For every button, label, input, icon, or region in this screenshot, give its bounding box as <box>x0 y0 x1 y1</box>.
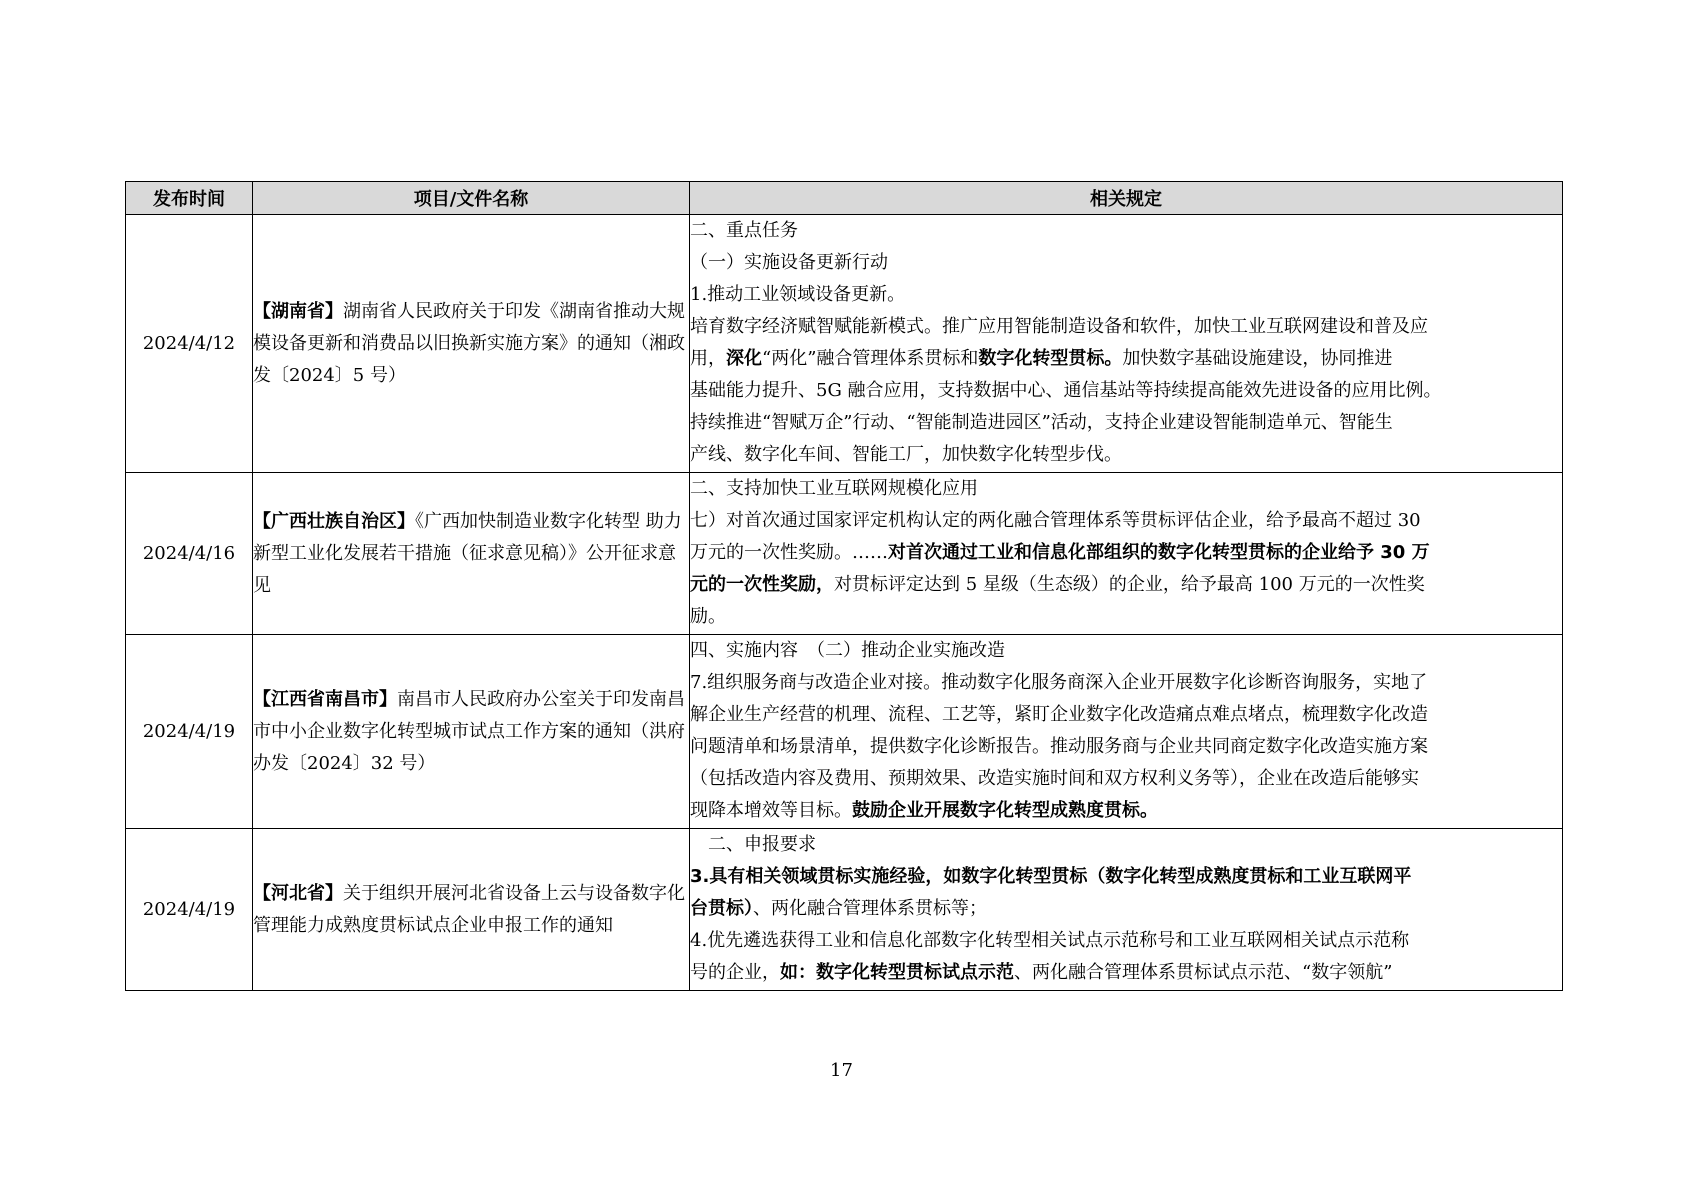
rule-text-bold: 对首次通过工业和信息化部组织的数字化转型贯标的企业给予 30 万 <box>888 542 1430 563</box>
row-rules <box>690 829 1563 991</box>
rule-text: 解企业生产经营的机理、流程、工艺等，紧盯企业数字化改造痛点难点堵点，梳理数字化改造 <box>690 704 1428 725</box>
rule-text: 二、申报要求 <box>708 834 816 855</box>
row-region: 【江西省南昌市】 <box>253 688 397 710</box>
rule-text-bold: 数字化转型贯标。 <box>978 348 1123 369</box>
rule-text: 万元的一次性奖励。…… <box>690 542 888 563</box>
rule-text-bold: 鼓励企业开展数字化转型成熟度贯标。 <box>852 800 1158 821</box>
rule-line <box>690 957 1562 989</box>
row-name <box>253 635 690 829</box>
rule-line <box>690 343 1562 375</box>
rule-line <box>690 667 1562 699</box>
row-name <box>253 473 690 635</box>
table-row <box>126 215 1563 473</box>
rule-line <box>690 311 1562 343</box>
table-row <box>126 473 1563 635</box>
rule-text: （一）实施设备更新行动 <box>690 252 888 273</box>
rule-line <box>690 215 1562 247</box>
row-rules <box>690 473 1563 635</box>
row-date: 2024/4/19 <box>126 635 253 829</box>
rule-text: 、两化融合管理体系贯标试点示范、“数字领航” <box>1014 962 1393 983</box>
header-rules: 相关规定 <box>690 182 1563 215</box>
rule-text-bold: 元的一次性奖励， <box>690 574 834 595</box>
rule-line <box>690 763 1562 795</box>
rule-text: 基础能力提升、5G 融合应用，支持数据中心、通信基站等持续提高能效先进设备的应用比例。 <box>690 380 1442 401</box>
rule-text: 号的企业， <box>690 962 780 983</box>
row-title: 湖南省人民政府关于印发《湖南省推动大规模设备更新和消费品以旧换新实施方案》的通知（湘政发〔2024〕5 号） <box>253 300 685 386</box>
rule-line <box>690 247 1562 279</box>
rule-text-bold: 如：数字化转型贯标试点示范 <box>780 962 1014 983</box>
rule-line <box>690 375 1562 407</box>
row-region: 【广西壮族自治区】 <box>253 510 415 532</box>
row-title: 关于组织开展河北省设备上云与设备数字化管理能力成熟度贯标试点企业申报工作的通知 <box>253 882 685 936</box>
rule-line <box>690 795 1562 827</box>
row-date: 2024/4/19 <box>126 829 253 991</box>
row-region: 【河北省】 <box>253 882 343 904</box>
row-date: 2024/4/12 <box>126 215 253 473</box>
row-name <box>253 829 690 991</box>
rule-text: 励。 <box>690 606 726 627</box>
rule-text: 产线、数字化车间、智能工厂，加快数字化转型步伐。 <box>690 444 1122 465</box>
row-rules <box>690 635 1563 829</box>
rule-text-bold: 台贯标） <box>690 898 753 919</box>
table-header-row <box>126 182 1563 215</box>
rule-line <box>690 861 1562 893</box>
row-region: 【湖南省】 <box>253 300 343 322</box>
rule-text-bold: 3.具有相关领域贯标实施经验，如数字化转型贯标（数字化转型成熟度贯标和工业互联网平 <box>690 866 1412 887</box>
row-title: 《广西加快制造业数字化转型 助力新型工业化发展若干措施（征求意见稿）》公开征求意见 <box>253 510 682 596</box>
rule-text: 问题清单和场景清单，提供数字化诊断报告。推动服务商与企业共同商定数字化改造实施方案 <box>690 736 1428 757</box>
rule-line <box>690 407 1562 439</box>
rule-text: （包括改造内容及费用、预期效果、改造实施时间和双方权利义务等），企业在改造后能够实 <box>690 768 1419 789</box>
rule-text: 四、实施内容 （二）推动企业实施改造 <box>690 640 1005 661</box>
rule-text: 4.优先遴选获得工业和信息化部数字化转型相关试点示范称号和工业互联网相关试点示范称 <box>690 930 1410 951</box>
rule-text: 用， <box>690 348 726 369</box>
rule-line <box>690 925 1562 957</box>
page-number: 17 <box>830 1060 853 1081</box>
rule-line <box>690 473 1562 505</box>
rule-line <box>690 699 1562 731</box>
rule-text: 培育数字经济赋智赋能新模式。推广应用智能制造设备和软件，加快工业互联网建设和普及应 <box>690 316 1428 337</box>
policy-table <box>125 181 1563 991</box>
table-row <box>126 829 1563 991</box>
rule-text: 、两化融合管理体系贯标等； <box>753 898 987 919</box>
rule-text: 持续推进“智赋万企”行动、“智能制造进园区”活动，支持企业建设智能制造单元、智能生 <box>690 412 1393 433</box>
rule-text: 二、重点任务 <box>690 220 798 241</box>
rule-line <box>690 635 1562 667</box>
rule-line <box>690 731 1562 763</box>
rule-line <box>690 279 1562 311</box>
row-title: 南昌市人民政府办公室关于印发南昌市中小企业数字化转型城市试点工作方案的通知（洪府办发〔2024〕32 号） <box>253 688 685 774</box>
table-row <box>126 635 1563 829</box>
rule-line <box>690 505 1562 537</box>
rule-text: “两化”融合管理体系贯标和 <box>762 348 979 369</box>
row-rules <box>690 215 1563 473</box>
row-date: 2024/4/16 <box>126 473 253 635</box>
header-name: 项目/文件名称 <box>253 182 690 215</box>
header-date: 发布时间 <box>126 182 253 215</box>
rule-text: 七）对首次通过国家评定机构认定的两化融合管理体系等贯标评估企业，给予最高不超过 30 <box>690 510 1421 531</box>
rule-text: 对贯标评定达到 5 星级（生态级）的企业，给予最高 100 万元的一次性奖 <box>834 574 1425 595</box>
rule-text: 1.推动工业领域设备更新。 <box>690 284 906 305</box>
rule-line <box>690 569 1562 601</box>
rule-text: 7.组织服务商与改造企业对接。推动数字化服务商深入企业开展数字化诊断咨询服务，实地了 <box>690 672 1428 693</box>
rule-line <box>690 537 1562 569</box>
rule-line <box>690 829 1562 861</box>
row-name <box>253 215 690 473</box>
rule-text: 二、支持加快工业互联网规模化应用 <box>690 478 978 499</box>
rule-text-bold: 深化 <box>726 348 762 369</box>
rule-text: 加快数字基础设施建设，协同推进 <box>1122 348 1393 369</box>
rule-line <box>690 893 1562 925</box>
rule-line <box>690 439 1562 471</box>
rule-line <box>690 601 1562 633</box>
rule-text: 现降本增效等目标。 <box>690 800 852 821</box>
